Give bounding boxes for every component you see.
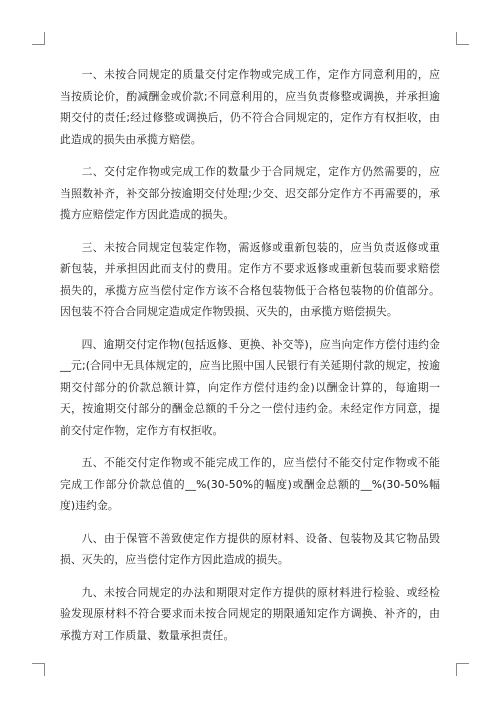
paragraph-4: 四、逾期交付定作物(包括返修、更换、补交等)，应当向定作方偿付违约金__元;(合同中无具体规定的，应当比照中国人民银行有关延期付款的规定，按逾期交付部分的价款总额计算，向定作方偿付违约金)以酬金计算的，每逾期一天，按逾期交付部分的酬金总额的千分之一偿付违约金。未经定作方同意，提前交付定作物，定作方有权拒收。 [60,337,440,437]
paragraph-1: 一、未按合同规定的质量交付定作物或完成工作，定作方同意利用的，应当按质论价，酌减酬金或价款;不同意利用的，应当负责修整或调换，并承担逾期交付的责任;经过修整或调换后，仍不符合合同规定的，定作方有权拒收，由此造成的损失由承揽方赔偿。 [60,68,440,146]
crop-mark-bottom-right [456,663,469,676]
paragraph-8: 八、由于保管不善致使定作方提供的原材料、设备、包装物及其它物品毁损、灭失的，应当偿付定作方因此造成的损失。 [60,531,440,566]
crop-mark-bottom-left [32,663,45,676]
paragraph-9: 九、未按合同规定的办法和期限对定作方提供的原材料进行检验、或经检验发现原材料不符合要求而未按合同规定的期限通知定作方调换、补齐的，由承揽方对工作质量、数量承担责任。 [60,585,440,642]
crop-mark-top-left [32,32,45,45]
crop-mark-top-right [456,32,469,45]
paragraph-3: 三、未按合同规定包装定作物，需返修或重新包装的，应当负责返修或重新包装，并承担因此而支付的费用。定作方不要求返修或重新包装而要求赔偿损失的，承揽方应当偿付定作方该不合格包装物低于合格包装物的价值部分。因包装不符合合同规定造成定作物毁损、灭失的，由承揽方赔偿损失。 [60,240,440,318]
paragraph-2: 二、交付定作物或完成工作的数量少于合同规定，定作方仍然需要的，应当照数补齐，补交部分按逾期交付处理;少交、迟交部分定作方不再需要的，承揽方应赔偿定作方因此造成的损失。 [60,165,440,221]
paragraph-5: 五、不能交付定作物或不能完成工作的，应当偿付不能交付定作物或不能完成工作部分价款总值的__%(30-50%的幅度)或酬金总额的__%(30-50%幅度)违约金。 [60,456,440,512]
document-body [60,64,440,657]
